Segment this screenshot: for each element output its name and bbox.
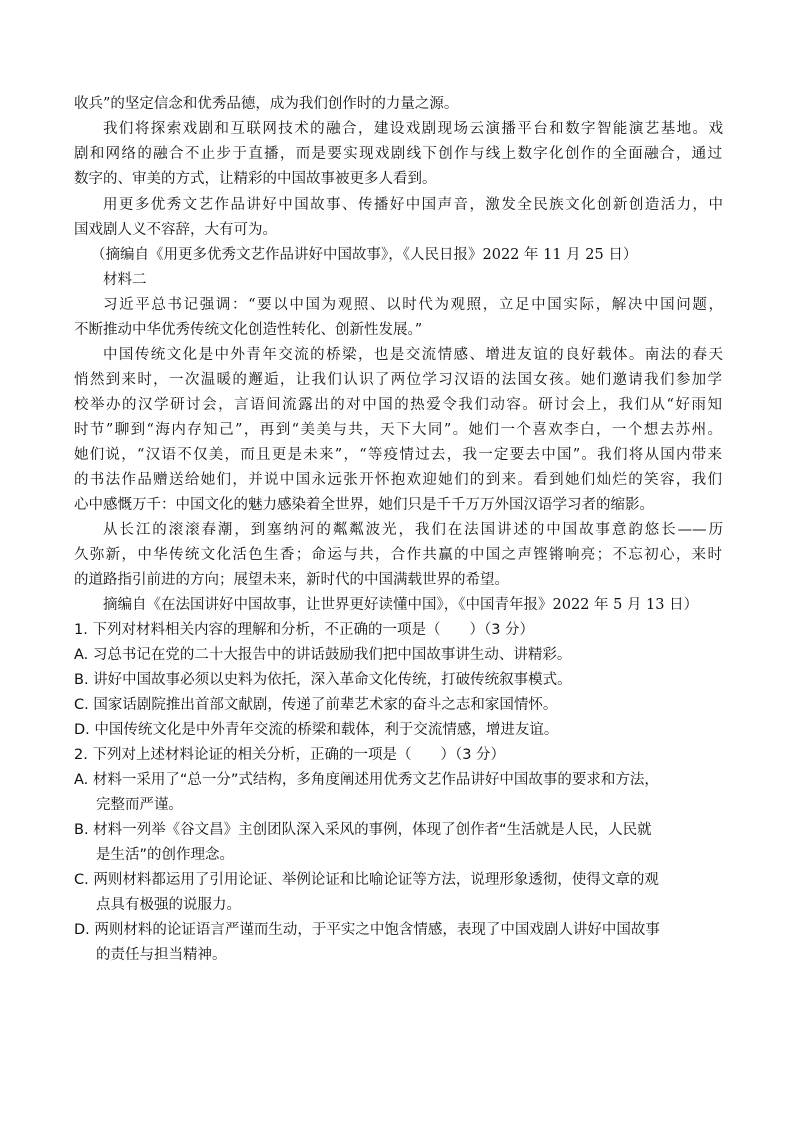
- material1-paragraph-line: 数字的、审美的方式，让精彩的中国故事被更多人看到。: [74, 171, 437, 187]
- question-2-option-c: C. 两则材料都运用了引用论证、举例论证和比喻论证等方法，说理形象透彻，使得文章的观: [74, 872, 659, 888]
- question-2-option-a: A. 材料一采用了“总一分”式结构，多角度阐述用优秀文艺作品讲好中国故事的要求和方法，: [74, 772, 659, 788]
- question-1-stem: 1. 下列对材料相关内容的理解和分析，不正确的一项是（ ）（3 分）: [74, 622, 535, 638]
- material1-line: 收兵”的坚定信念和优秀品德，成为我们创作时的力量之源。: [74, 96, 459, 112]
- material2-paragraph-line: 的书法作品赠送给她们，并说中国永远张开怀抱欢迎她们的到来。看到她们灿烂的笑容，我们: [74, 472, 722, 488]
- material1-source: （摘编自《用更多优秀文艺作品讲好中国故事》，《人民日报》2022 年 11 月 25 日）: [91, 247, 638, 263]
- material2-paragraph-line: 她们说，“汉语不仅美，而且更是未来”，“等疫情过去，我一定要去中国”。我们将从国内带来: [74, 447, 722, 463]
- material2-paragraph-line: 中国传统文化是中外青年交流的桥梁，也是交流情感、增进友谊的良好载体。南法的春天: [103, 347, 723, 363]
- material1-paragraph-line: 我们将探索戏剧和互联网技术的融合，建设戏剧现场云演播平台和数字智能演艺基地。戏: [103, 121, 723, 137]
- material1-paragraph-line: 国戏剧人义不容辞，大有可为。: [74, 222, 277, 238]
- material2-paragraph-line: 的道路指引前进的方向；展望未来，新时代的中国满载世界的希望。: [74, 572, 509, 588]
- material2-paragraph-line: 习近平总书记强调：“要以中国为观照、以时代为观照，立足中国实际，解决中国问题，: [103, 297, 723, 313]
- question-2-option-d: D. 两则材料的论证语言严谨而生动，于平实之中饱含情感，表现了中国戏剧人讲好中国故事: [74, 922, 660, 938]
- material2-paragraph-line: 从长江的滚滚春潮，到塞纳河的粼粼波光，我们在法国讲述的中国故事意韵悠长——历: [103, 522, 723, 538]
- question-2-option-d-cont: 的责任与担当精神。: [96, 947, 227, 963]
- material2-source: 摘编自《在法国讲好中国故事，让世界更好读懂中国》，《中国青年报》2022 年 5 月 13 日）: [103, 597, 699, 613]
- question-2-option-b: B. 材料一列举《谷文昌》主创团队深入采风的事例，体现了创作者“生活就是人民，人民就: [74, 822, 652, 838]
- question-2-option-c-cont: 点具有极强的说服力。: [96, 897, 241, 913]
- material2-paragraph-line: 不断推动中华优秀传统文化创造性转化、创新性发展。”: [74, 322, 423, 338]
- question-2-option-b-cont: 是生活”的创作理念。: [96, 847, 235, 863]
- material1-paragraph-line: 用更多优秀文艺作品讲好中国故事、传播好中国声音，激发全民族文化创新创造活力，中: [103, 197, 723, 213]
- material1-paragraph-line: 剧和网络的融合不止步于直播，而是要实现戏剧线下创作与线上数字化创作的全面融合，通过: [74, 146, 722, 162]
- question-2-option-a-cont: 完整而严谨。: [96, 797, 183, 813]
- question-2-stem: 2. 下列对上述材料论证的相关分析，正确的一项是（ ）（3 分）: [74, 747, 506, 763]
- material2-paragraph-line: 时节”聊到“海内存知己”，再到“美美与共，天下大同”。她们一个喜欢李白，一个想去苏州。: [74, 422, 722, 438]
- material2-paragraph-line: 校举办的汉学研讨会，言语间流露出的对中国的热爱令我们动容。研讨会上，我们从“好雨知: [74, 397, 722, 413]
- question-1-option-b: B. 讲好中国故事必须以史料为依托，深入革命文化传统，打破传统叙事模式。: [74, 672, 572, 688]
- material2-paragraph-line: 悄然到来时，一次温暖的邂逅，让我们认识了两位学习汉语的法国女孩。她们邀请我们参加学: [74, 372, 722, 388]
- question-1-option-c: C. 国家话剧院推出首部文献剧，传递了前辈艺术家的奋斗之志和家国情怀。: [74, 697, 558, 713]
- material2-paragraph-line: 心中感慨万千：中国文化的魅力感染着全世界，她们只是千千万万外国汉语学习者的缩影。: [74, 497, 654, 513]
- material2-heading: 材料二: [103, 272, 147, 288]
- question-1-option-d: D. 中国传统文化是中外青年交流的桥梁和载体，利于交流情感，增进友谊。: [74, 722, 559, 738]
- material2-paragraph-line: 久弥新，中华传统文化活色生香；命运与共，合作共赢的中国之声铿锵响亮；不忘初心，来时: [74, 547, 722, 563]
- question-1-option-a: A. 习总书记在党的二十大报告中的讲话鼓励我们把中国故事讲生动、讲精彩。: [74, 647, 572, 663]
